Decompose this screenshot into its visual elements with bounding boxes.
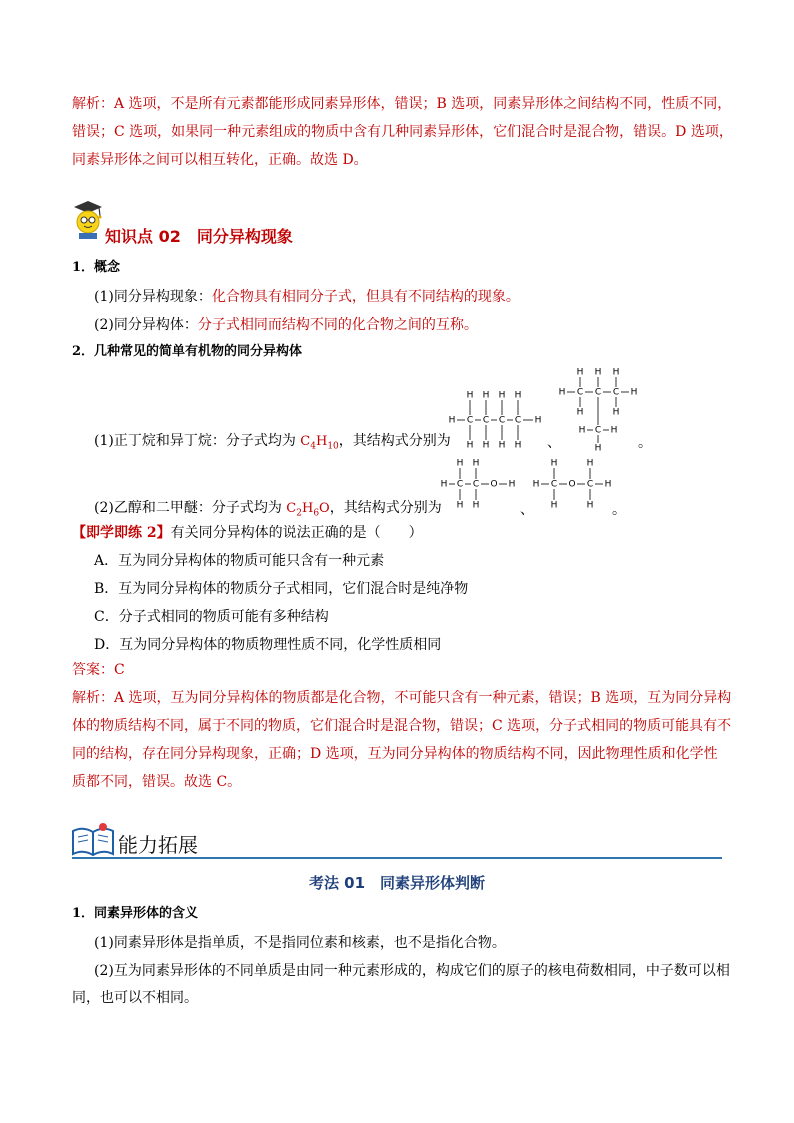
svg-text:H: H (466, 390, 474, 401)
analysis-top-line3: 同素异形体之间可以相互转化，正确。故选 D。 (72, 152, 368, 168)
svg-text:H: H (498, 390, 506, 401)
ethanol-structure (436, 456, 520, 512)
concept-item-2 (94, 314, 478, 334)
separator-1: 、 (547, 435, 561, 451)
practice-2-question-text: 有关同分异构体的说法正确的是（ ） (170, 525, 423, 541)
concept-1-text: 化合物具有相同分子式，但具有不同结构的现象。 (211, 289, 520, 305)
svg-text:H: H (630, 387, 638, 398)
heading-isomers: 2．几种常见的简单有机物的同分异构体 (72, 344, 303, 359)
svg-text:H: H (482, 390, 490, 401)
concept-item-1 (94, 286, 520, 306)
concept-1-label: (1)同分异构现象： (94, 289, 212, 305)
ability-banner-title: 能力拓展 (118, 833, 198, 857)
n-butane-structure (440, 387, 550, 453)
svg-text:H: H (612, 367, 620, 378)
option-c: C．分子式相同的物质可能有多种结构 (94, 609, 329, 625)
svg-text:H: H (514, 390, 522, 401)
svg-text:H: H (456, 500, 464, 511)
svg-text:C: C (594, 425, 602, 436)
ethanol-formula: $C_2H_6O$ (286, 501, 330, 519)
svg-text:H: H (576, 407, 584, 418)
practice-2-tag: 【即学即练 2】 (72, 525, 171, 541)
allotrope-point-2a: (2)互为同素异形体的不同单质是由同一种元素形成的，构成它们的原子的核电荷数相同，中子数可以相 (94, 963, 730, 979)
isobutane-structure (556, 364, 640, 454)
svg-text:H: H (550, 500, 558, 511)
option-d: D．互为同分异构体的物质物理性质不同，化学性质相同 (94, 637, 442, 653)
ethanol-line (94, 497, 442, 519)
svg-text:C: C (482, 415, 490, 426)
butane-suffix: ，其结构式分别为 (338, 433, 451, 449)
analysis-top-line2: 错误；C 选项，如果同一种元素组成的物质中含有几种同素异形体，它们混合时是混合物，错误。D 选项， (72, 124, 733, 140)
allotrope-point-1: (1)同素异形体是指单质，不是指同位素和核素，也不是指化合物。 (94, 935, 506, 951)
svg-text:H: H (558, 387, 566, 398)
ethanol-prefix: (2)乙醇和二甲醚：分子式均为 (94, 500, 287, 516)
banner-divider (72, 857, 722, 859)
end-mark-1: 。 (638, 435, 652, 451)
svg-text:H: H (594, 443, 602, 454)
concept-2-label: (2)同分异构体： (94, 317, 198, 333)
method-title: 考法 01 同素异形体判断 (308, 874, 486, 892)
svg-text:C: C (576, 387, 584, 398)
svg-text:H: H (440, 479, 448, 490)
heading-allotrope: 1．同素异形体的含义 (72, 906, 199, 921)
heading-concept: 1．概念 (72, 260, 121, 275)
analysis-top-line1: 解析：A 选项，不是所有元素都能形成同素异形体，错误；B 选项，同素异形体之间结构不同，性质不同， (72, 96, 732, 112)
section-title-02: 知识点 02 同分异构现象 (105, 227, 293, 246)
svg-text:H: H (586, 458, 594, 469)
svg-text:H: H (482, 440, 490, 451)
svg-text:H: H (534, 415, 542, 426)
svg-text:O: O (568, 479, 576, 490)
svg-text:H: H (472, 500, 480, 511)
butane-line (94, 430, 451, 452)
svg-text:H: H (448, 415, 456, 426)
end-mark-2: 。 (612, 502, 626, 518)
practice-2-analysis-line1: 解析：A 选项，互为同分异构体的物质都是化合物，不可能只含有一种元素，错误；B 选项，互为同分异构 (72, 690, 732, 706)
svg-text:H: H (550, 458, 558, 469)
svg-text:C: C (612, 387, 620, 398)
svg-text:H: H (466, 440, 474, 451)
svg-text:H: H (578, 425, 586, 436)
practice-2-question (72, 522, 423, 542)
concept-2-text: 分子式相同而结构不同的化合物之间的互称。 (197, 317, 478, 333)
svg-text:H: H (532, 479, 540, 490)
practice-2-analysis-line4: 质都不同，错误。故选 C。 (72, 774, 242, 790)
svg-text:H: H (498, 440, 506, 451)
svg-text:C: C (472, 479, 480, 490)
svg-text:C: C (594, 387, 602, 398)
svg-text:O: O (490, 479, 498, 490)
svg-text:C: C (550, 479, 558, 490)
allotrope-point-2b: 同，也可以不相同。 (72, 990, 198, 1006)
svg-text:H: H (576, 367, 584, 378)
book-icon (70, 821, 116, 859)
separator-2: 、 (520, 502, 534, 518)
svg-text:H: H (472, 458, 480, 469)
ethanol-suffix: ，其结构式分别为 (329, 500, 442, 516)
svg-text:H: H (604, 479, 612, 490)
svg-text:C: C (514, 415, 522, 426)
svg-text:C: C (466, 415, 474, 426)
butane-formula: $C_4H_{10}$ (300, 434, 339, 452)
svg-text:H: H (594, 367, 602, 378)
practice-2-analysis-line3: 同的结构，存在同分异构现象，正确；D 选项，互为同分异构体的物质结构不同，因此物理性质和化学性 (72, 746, 718, 762)
dimethyl-ether-structure (528, 456, 616, 512)
svg-text:H: H (586, 500, 594, 511)
svg-text:H: H (514, 440, 522, 451)
svg-text:C: C (586, 479, 594, 490)
svg-text:H: H (612, 407, 620, 418)
option-b: B．互为同分异构体的物质分子式相同，它们混合时是纯净物 (94, 581, 469, 597)
practice-2-analysis-line2: 体的物质结构不同，属于不同的物质，它们混合时是混合物，错误；C 选项，分子式相同的物质可能具有不 (72, 718, 732, 734)
option-a: A．互为同分异构体的物质可能只含有一种元素 (94, 553, 385, 569)
practice-2-answer: 答案：C (72, 662, 125, 678)
butane-prefix: (1)正丁烷和异丁烷：分子式均为 (94, 433, 301, 449)
svg-text:H: H (456, 458, 464, 469)
svg-text:H: H (508, 479, 516, 490)
svg-text:C: C (498, 415, 506, 426)
scholar-icon (68, 198, 108, 242)
svg-text:C: C (456, 479, 464, 490)
svg-text:H: H (610, 425, 618, 436)
